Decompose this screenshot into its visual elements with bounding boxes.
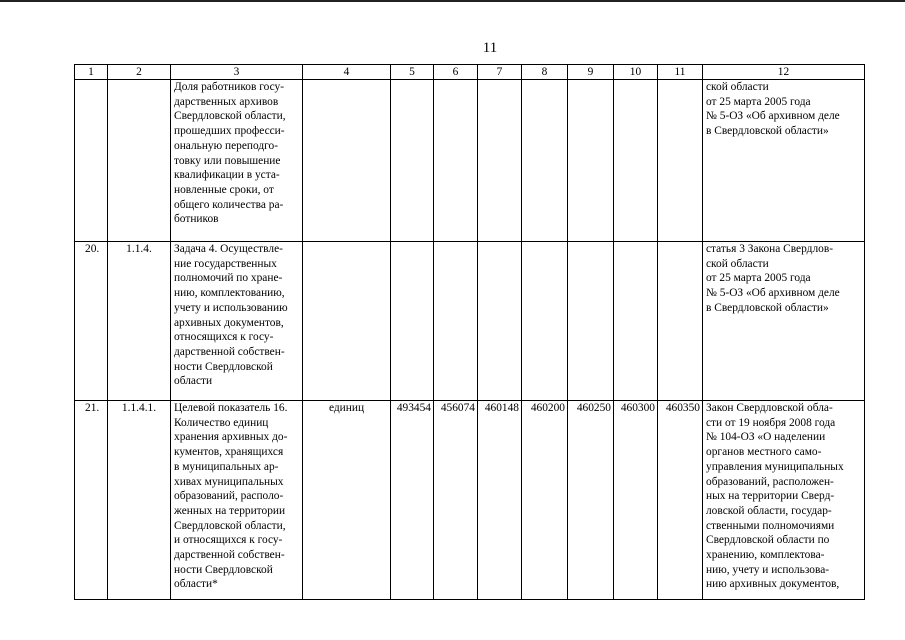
table-row <box>75 242 865 401</box>
value-cell <box>391 242 434 401</box>
description-cell: Задача 4. Осуществле- ние государственных полномочий по хране- нию, комплектованию, учету и использованию архивных документов, относящихся к госу- дарственной собствен- ности Свердловской области <box>171 242 303 401</box>
column-header: 7 <box>478 65 522 80</box>
column-header: 11 <box>658 65 703 80</box>
value-cell: 460148 <box>478 401 522 600</box>
value-cell: 460300 <box>614 401 658 600</box>
table-row <box>75 401 865 600</box>
value-cell <box>391 80 434 242</box>
column-header: 2 <box>108 65 171 80</box>
value-cell <box>522 80 568 242</box>
unit-cell: единиц <box>303 401 391 600</box>
program-table <box>74 64 865 600</box>
value-cell <box>434 242 478 401</box>
item-code-cell <box>108 80 171 242</box>
column-header: 12 <box>703 65 865 80</box>
column-header: 8 <box>522 65 568 80</box>
legal-basis-cell: Закон Свердловской обла- сти от 19 ноября 2008 года № 104-ОЗ «О наделении органов местного само- управления муниципальных образований, расположен- ных на территории Сверд- ловской области, государ- ственными полномочиями Свердловской области по хранению, комплектова- нию, учету и использова- нию архивных документов, <box>703 401 865 600</box>
value-cell <box>478 80 522 242</box>
value-cell: 460250 <box>568 401 614 600</box>
legal-basis-cell: ской области от 25 марта 2005 года № 5-ОЗ «Об архивном деле в Свердловской области» <box>703 80 865 242</box>
column-header: 3 <box>171 65 303 80</box>
legal-basis-cell: статья 3 Закона Свердлов- ской области от 25 марта 2005 года № 5-ОЗ «Об архивном деле в Свердловской области» <box>703 242 865 401</box>
value-cell <box>658 80 703 242</box>
description-cell: Целевой показатель 16. Количество единиц хранения архивных до- кументов, хранящихся в муниципальных ар- хивах муниципальных образований, располо- женных на территории Свердловской области, и относящихся к госу- дарственной собствен- ности Свердловской области* <box>171 401 303 600</box>
value-cell <box>478 242 522 401</box>
column-header: 5 <box>391 65 434 80</box>
column-header: 9 <box>568 65 614 80</box>
value-cell <box>658 242 703 401</box>
item-code-cell: 1.1.4.1. <box>108 401 171 600</box>
table-header-row <box>75 65 865 80</box>
column-header: 10 <box>614 65 658 80</box>
value-cell: 456074 <box>434 401 478 600</box>
value-cell <box>568 242 614 401</box>
value-cell <box>434 80 478 242</box>
page-number: 11 <box>482 40 498 56</box>
value-cell <box>522 242 568 401</box>
row-number-cell: 21. <box>75 401 108 600</box>
value-cell: 493454 <box>391 401 434 600</box>
column-header: 4 <box>303 65 391 80</box>
table-row <box>75 80 865 242</box>
unit-cell <box>303 242 391 401</box>
page-top-edge <box>0 0 905 5</box>
value-cell <box>614 242 658 401</box>
value-cell: 460200 <box>522 401 568 600</box>
row-number-cell <box>75 80 108 242</box>
column-header: 1 <box>75 65 108 80</box>
value-cell <box>614 80 658 242</box>
value-cell: 460350 <box>658 401 703 600</box>
column-header: 6 <box>434 65 478 80</box>
item-code-cell: 1.1.4. <box>108 242 171 401</box>
description-cell: Доля работников госу- дарственных архивов Свердловской области, прошедших професси- ональную переподго- товку или повышение квалификации в уста- новленные сроки, от общего количества ра- ботников <box>171 80 303 242</box>
row-number-cell: 20. <box>75 242 108 401</box>
unit-cell <box>303 80 391 242</box>
value-cell <box>568 80 614 242</box>
